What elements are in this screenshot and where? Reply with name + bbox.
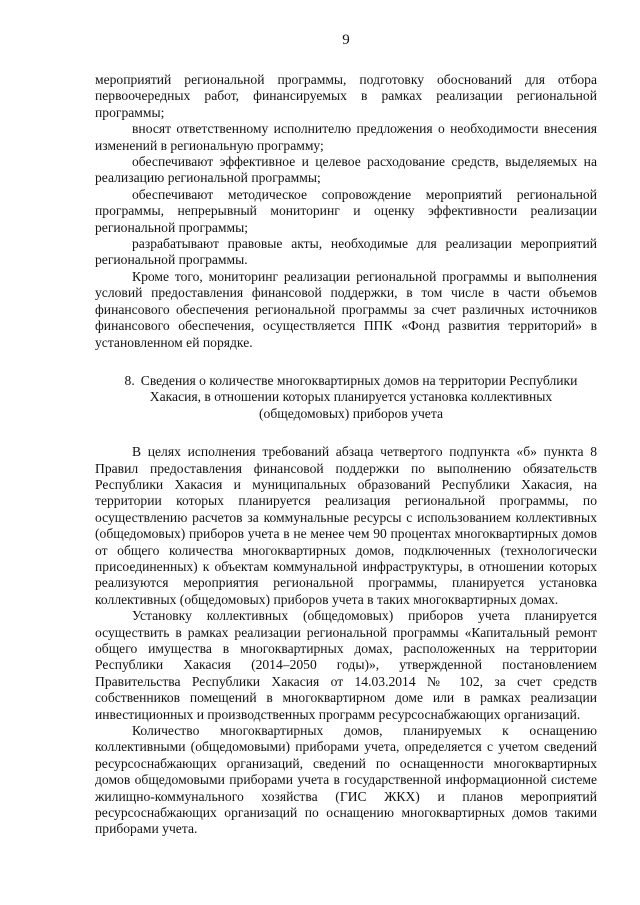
section-heading	[95, 373, 597, 422]
paragraph-requirements: В целях исполнения требований абзаца четвертого подпункта «б» пункта 8 Правил предоставления финансовой поддержки по выполнению обязательств Республики Хакасия и муниципальных образований Республики Хакасия, на территории которых планируется реализация региональной программы, по осуществлению расчетов за коммунальные ресурсы с использованием коллективных (общедомовых) приборов учета в не менее чем 90 процентах многоквартирных домов от общего количества многоквартирных домов, подключенных (технологически присоединенных) к объектам коммунальной инфраструктуры, в отношении которых реализуются мероприятия региональной программы, планируется установка коллективных (общедомовых) приборов учета в таких многоквартирных домах.	[95, 444, 597, 607]
paragraph-monitoring: Кроме того, мониторинг реализации региональной программы и выполнения условий предоставления финансовой поддержки, в том числе в части объемов финансового обеспечения региональной программы за счет различных источников финансового обеспечения, осуществляется ППК «Фонд развития территорий» в установленном ей порядке.	[95, 268, 597, 350]
paragraph-continuation: мероприятий региональной программы, подготовку обоснований для отбора первоочередных работ, финансируемых в рамках реализации региональной программы;	[95, 72, 597, 120]
paragraph-legal-acts: разрабатывают правовые акты, необходимые для реализации мероприятий региональной программы.	[95, 236, 597, 268]
intro-block	[95, 72, 597, 351]
paragraph-spending: обеспечивают эффективное и целевое расходование средств, выделяемых на реализацию региональной программы;	[95, 154, 597, 186]
section-body	[95, 444, 597, 838]
paragraph-methodical-support: обеспечивают методическое сопровождение мероприятий региональной программы, непрерывный мониторинг и оценку эффективности реализации региональной программы;	[95, 186, 597, 235]
section-number: 8.	[124, 372, 135, 388]
paragraph-installation: Установку коллективных (общедомовых) приборов учета планируется осуществить в рамках реализации региональной программы «Капитальный ремонт общего имущества в многоквартирных домах, расположенных на территории Республики Хакасия (2014–2050 годы)», утвержденной постановлением Правительства Республики Хакасия от 14.03.2014 № 102, за счет средств собственников помещений в многоквартирном доме или в рамках реализации инвестиционных и производственных программ ресурсоснабжающих организаций.	[95, 608, 597, 722]
paragraph-quantity: Количество многоквартирных домов, планируемых к оснащению коллективными (общедомовыми) приборами учета, определяется с учетом сведений ресурсоснабжающих организаций, сведений по оснащенности многоквартирных домов общедомовыми приборами учета в государственной информационной системе жилищно-коммунального хозяйства (ГИС ЖКХ) и планов мероприятий ресурсоснабжающих организаций по оснащению многоквартирных домов такими приборами учета.	[95, 723, 597, 837]
page-number: 9	[342, 32, 350, 48]
section-title: Сведения о количестве многоквартирных домов на территории Республики Хакасия, в отношении которых планируется установка коллективных (общедомовых) приборов учета	[140, 372, 578, 421]
paragraph-proposals: вносят ответственному исполнителю предложения о необходимости внесения изменений в региональную программу;	[95, 121, 597, 153]
